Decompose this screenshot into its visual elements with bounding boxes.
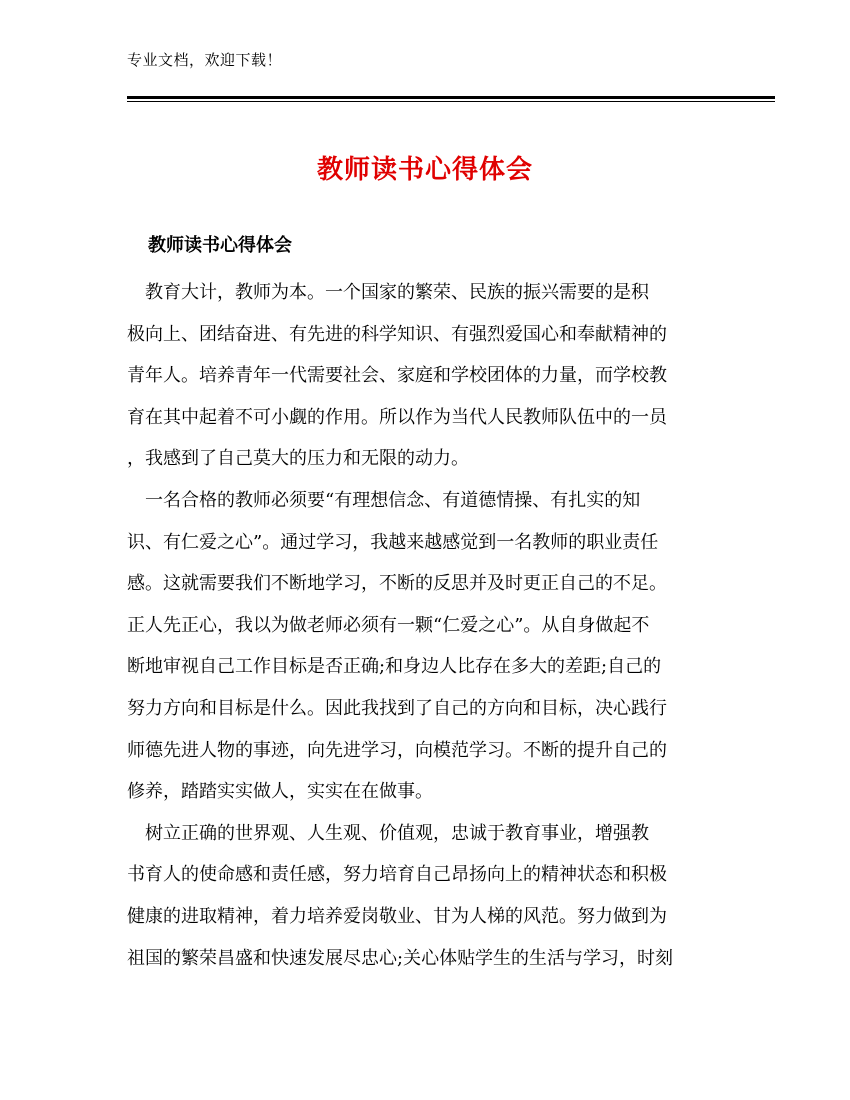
- body-line: 识、有仁爱之心”。通过学习，我越来越感觉到一名教师的职业责任: [127, 531, 659, 553]
- body-line: 树立正确的世界观、人生观、价值观，忠诚于教育事业，增强教: [127, 822, 649, 844]
- body-line: 青年人。培养青年一代需要社会、家庭和学校团体的力量，而学校教: [127, 365, 667, 387]
- header-divider-thick: [127, 96, 775, 99]
- body-line: 极向上、团结奋进、有先进的科学知识、有强烈爱国心和奉献精神的: [127, 323, 667, 345]
- document-title: 教师读书心得体会: [316, 155, 533, 185]
- document-body: [127, 272, 727, 979]
- body-line: 断地审视自己工作目标是否正确;和身边人比存在多大的差距;自己的: [127, 656, 662, 678]
- body-line: 祖国的繁荣昌盛和快速发展尽忠心;关心体贴学生的生活与学习，时刻: [127, 947, 674, 969]
- body-line: 书育人的使命感和责任感，努力培育自己昂扬向上的精神状态和积极: [127, 864, 667, 886]
- body-line: 教育大计，教师为本。一个国家的繁荣、民族的振兴需要的是积: [127, 282, 649, 303]
- body-line: 正人先正心，我以为做老师必须有一颗“仁爱之心”。从自身做起不: [127, 614, 650, 636]
- body-line: 育在其中起着不可小觑的作用。所以作为当代人民教师队伍中的一员: [127, 406, 667, 428]
- document-subtitle: 教师读书心得体会: [148, 235, 292, 256]
- body-line: 一名合格的教师必须要“有理想信念、有道德情操、有扎实的知: [127, 489, 641, 511]
- body-line: 师德先进人物的事迹，向先进学习，向模范学习。不断的提升自己的: [127, 739, 667, 761]
- body-line: ，我感到了自己莫大的压力和无限的动力。: [127, 448, 469, 470]
- header-text: 专业文档，欢迎下载！: [127, 51, 283, 69]
- body-line: 感。这就需要我们不断地学习，不断的反思并及时更正自己的不足。: [127, 573, 667, 595]
- header-divider-thin: [127, 101, 775, 102]
- body-line: 努力方向和目标是什么。因此我找到了自己的方向和目标，决心践行: [127, 697, 667, 719]
- body-line: 修养，踏踏实实做人，实实在在做事。: [127, 781, 433, 803]
- body-line: 健康的进取精神，着力培养爱岗敬业、甘为人梯的风范。努力做到为: [127, 905, 667, 927]
